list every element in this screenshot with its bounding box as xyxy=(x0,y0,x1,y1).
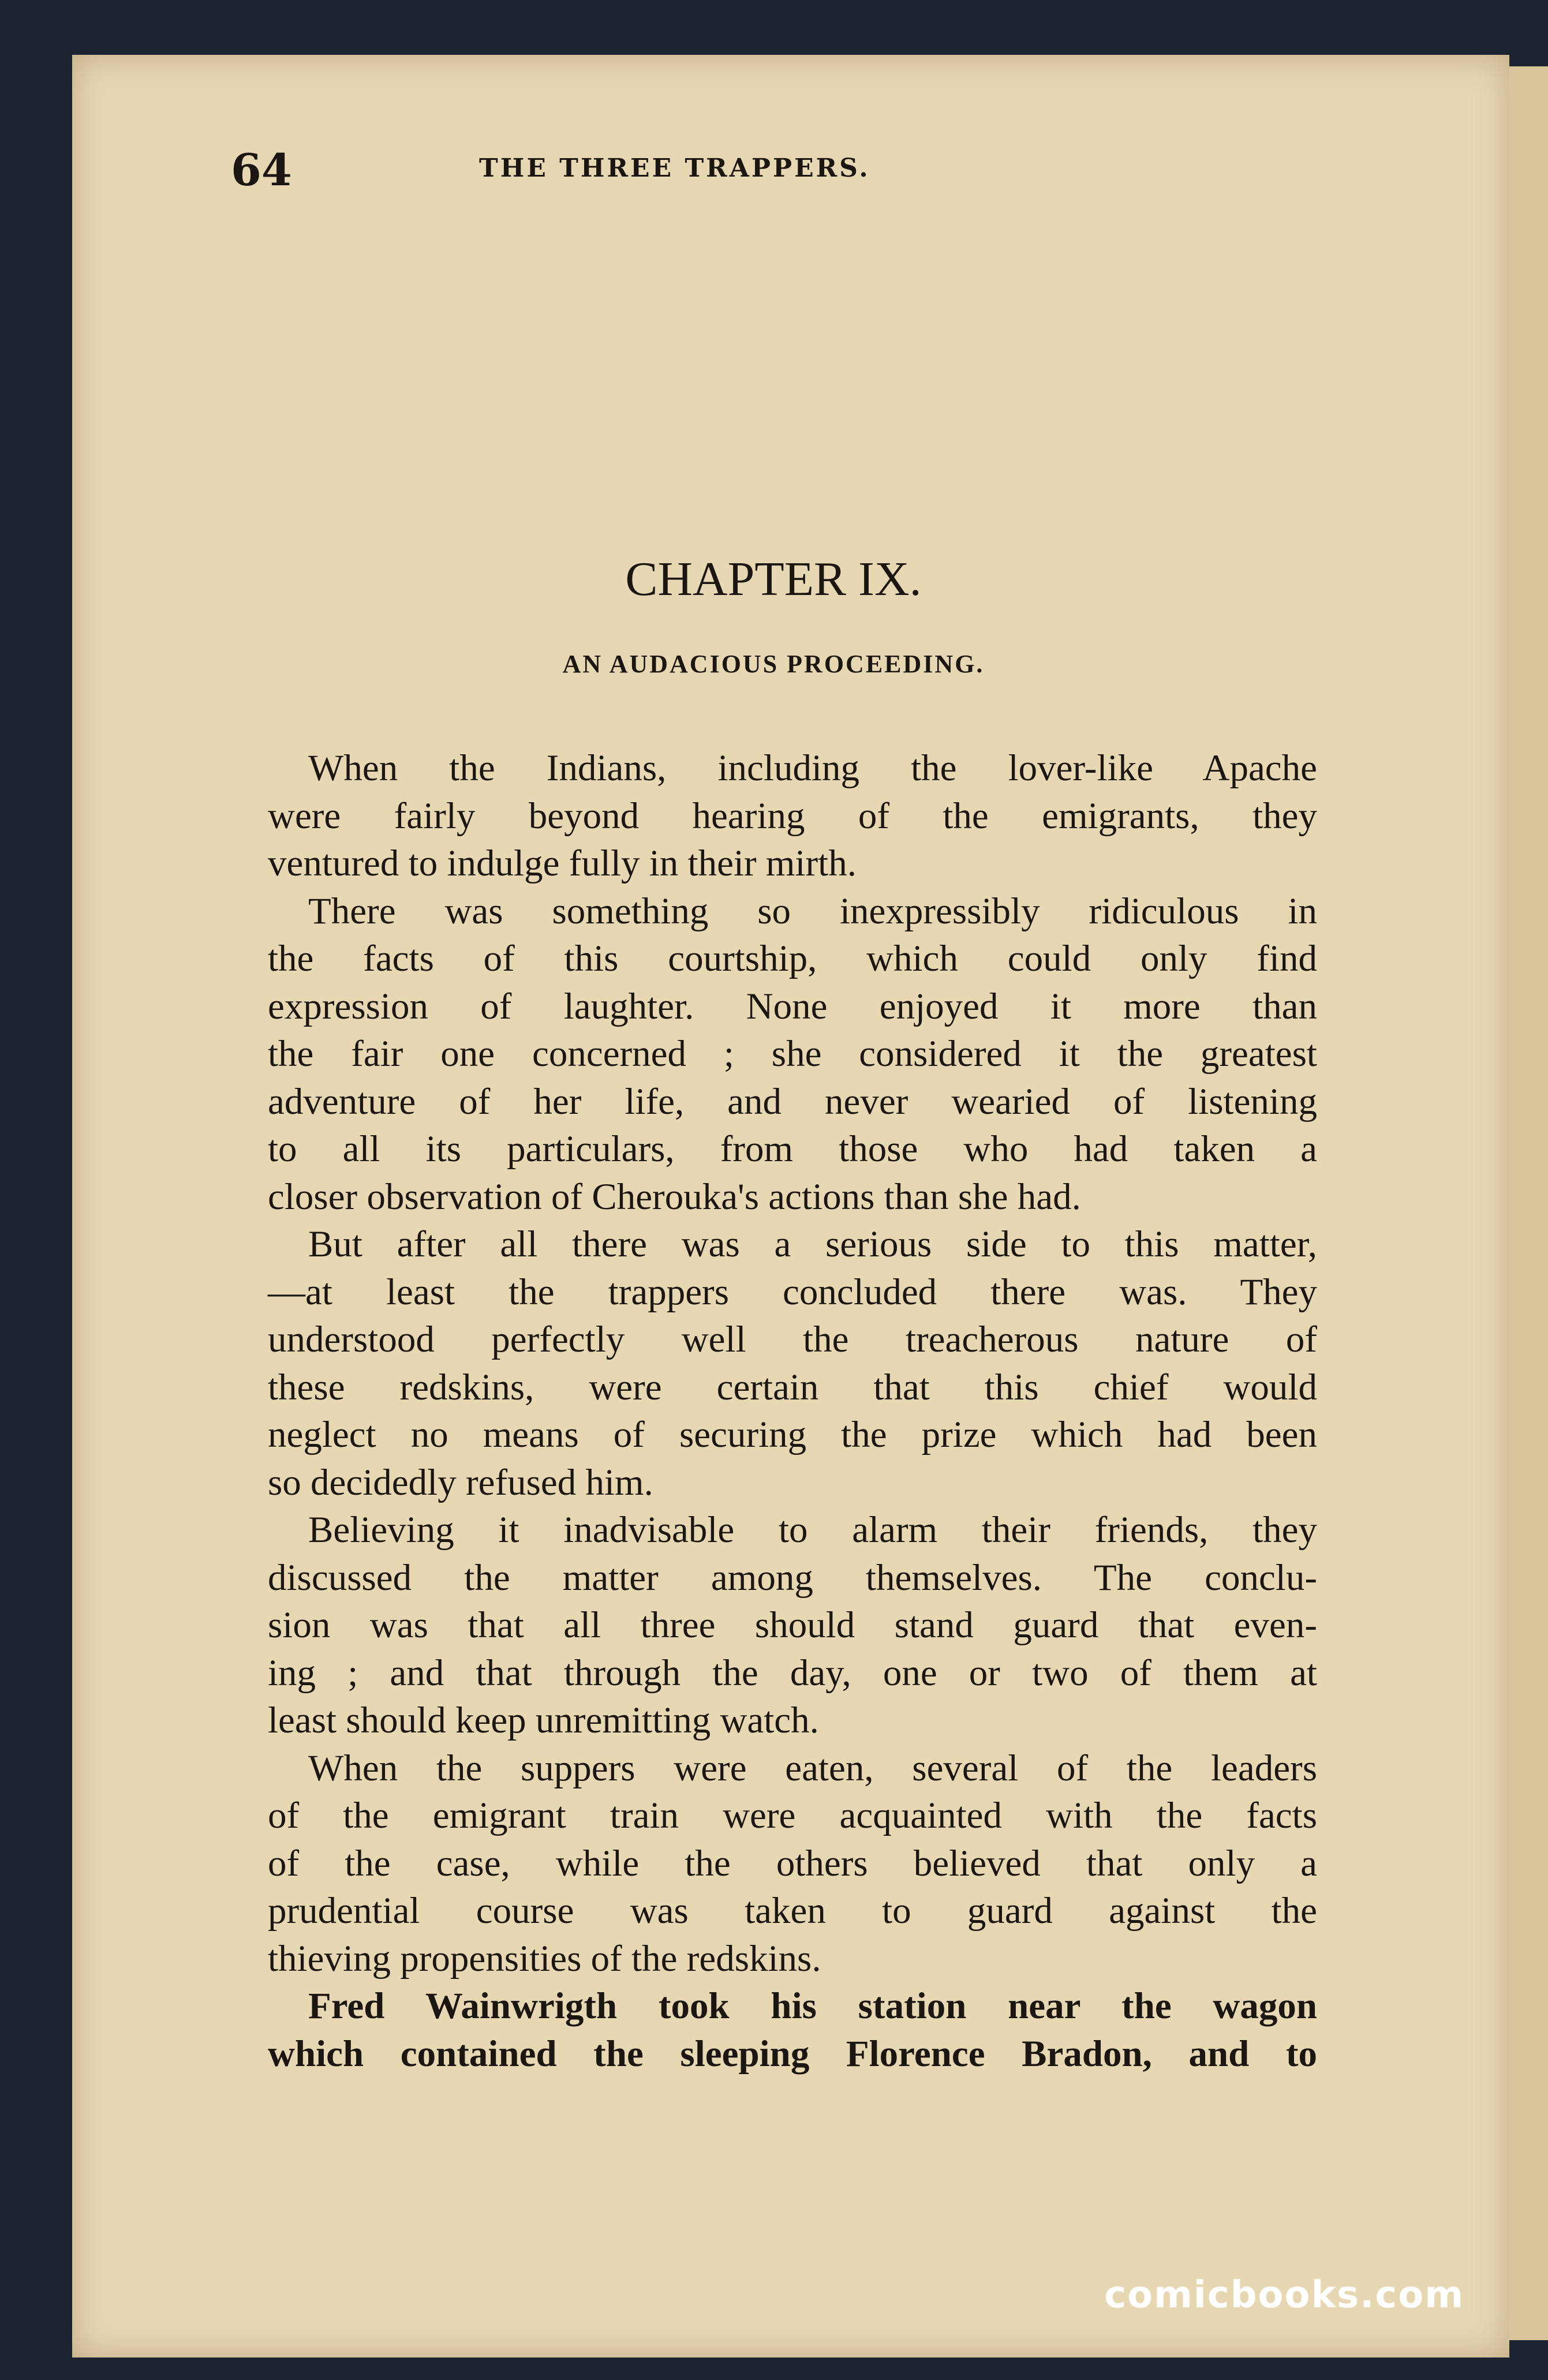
text-line: There was something so inexpressibly ridiculous in xyxy=(308,890,1317,932)
paragraph-2 xyxy=(226,888,1317,1221)
text-line: expression of laughter. None enjoyed it more than xyxy=(268,985,1317,1027)
text-line: ventured to indulge fully in their mirth. xyxy=(268,843,857,884)
text-line: But after all there was a serious side to this matter, xyxy=(308,1223,1317,1265)
paragraph-5 xyxy=(226,1745,1317,1983)
text-line: understood perfectly well the treacherous nature of xyxy=(268,1319,1317,1360)
text-line: so decidedly refused him. xyxy=(268,1461,653,1503)
text-line: to all its particulars, from those who had taken a xyxy=(268,1128,1317,1170)
text-line: ing ; and that through the day, one or two of them at xyxy=(268,1652,1317,1694)
text-line: least should keep unremitting watch. xyxy=(268,1700,819,1741)
text-line: these redskins, were certain that this chief would xyxy=(268,1366,1317,1408)
text-line: neglect no means of securing the prize which had been xyxy=(268,1414,1317,1455)
paragraph-1 xyxy=(226,744,1317,888)
text-line: which contained the sleeping Florence Bradon, and to xyxy=(268,2033,1317,2075)
chapter-subtitle: AN AUDACIOUS PROCEEDING. xyxy=(562,650,985,678)
text-line: closer observation of Cherouka's actions than she had. xyxy=(268,1176,1081,1218)
text-line: of the case, while the others believed that only a xyxy=(268,1842,1317,1884)
text-line: the facts of this courtship, which could only find xyxy=(268,938,1317,979)
page-number: 64 xyxy=(231,144,292,196)
paragraph-6 xyxy=(226,1982,1317,2078)
text-line: sion was that all three should stand guard that even- xyxy=(268,1604,1317,1646)
text-line: When the suppers were eaten, several of the leaders xyxy=(308,1747,1317,1789)
running-head xyxy=(231,144,1316,202)
text-line: thieving propensities of the redskins. xyxy=(268,1937,821,1979)
chapter-title: CHAPTER IX. xyxy=(625,552,922,606)
watermark: comicbooks.com xyxy=(1104,2274,1464,2317)
text-line: —at least the trappers concluded there was. They xyxy=(268,1271,1317,1313)
text-line: the fair one concerned ; she considered it the greatest xyxy=(268,1033,1317,1075)
text-line: were fairly beyond hearing of the emigrants, they xyxy=(268,795,1317,837)
text-line: discussed the matter among themselves. The conclu- xyxy=(268,1556,1317,1599)
body-text xyxy=(226,744,1317,2078)
paragraph-4 xyxy=(226,1506,1317,1745)
text-line: Believing it inadvisable to alarm their friends, they xyxy=(308,1509,1317,1551)
text-line: adventure of her life, and never wearied of listening xyxy=(268,1080,1317,1122)
running-title: THE THREE TRAPPERS. xyxy=(479,154,870,183)
text-line: Fred Wainwrigth took his station near the wagon xyxy=(308,1985,1317,2027)
text-line: When the Indians, including the lover-like Apache xyxy=(308,747,1317,789)
text-line: of the emigrant train were acquainted with the facts xyxy=(268,1795,1317,1836)
text-line: prudential course was taken to guard against the xyxy=(268,1890,1317,1932)
paragraph-3 xyxy=(226,1221,1317,1506)
